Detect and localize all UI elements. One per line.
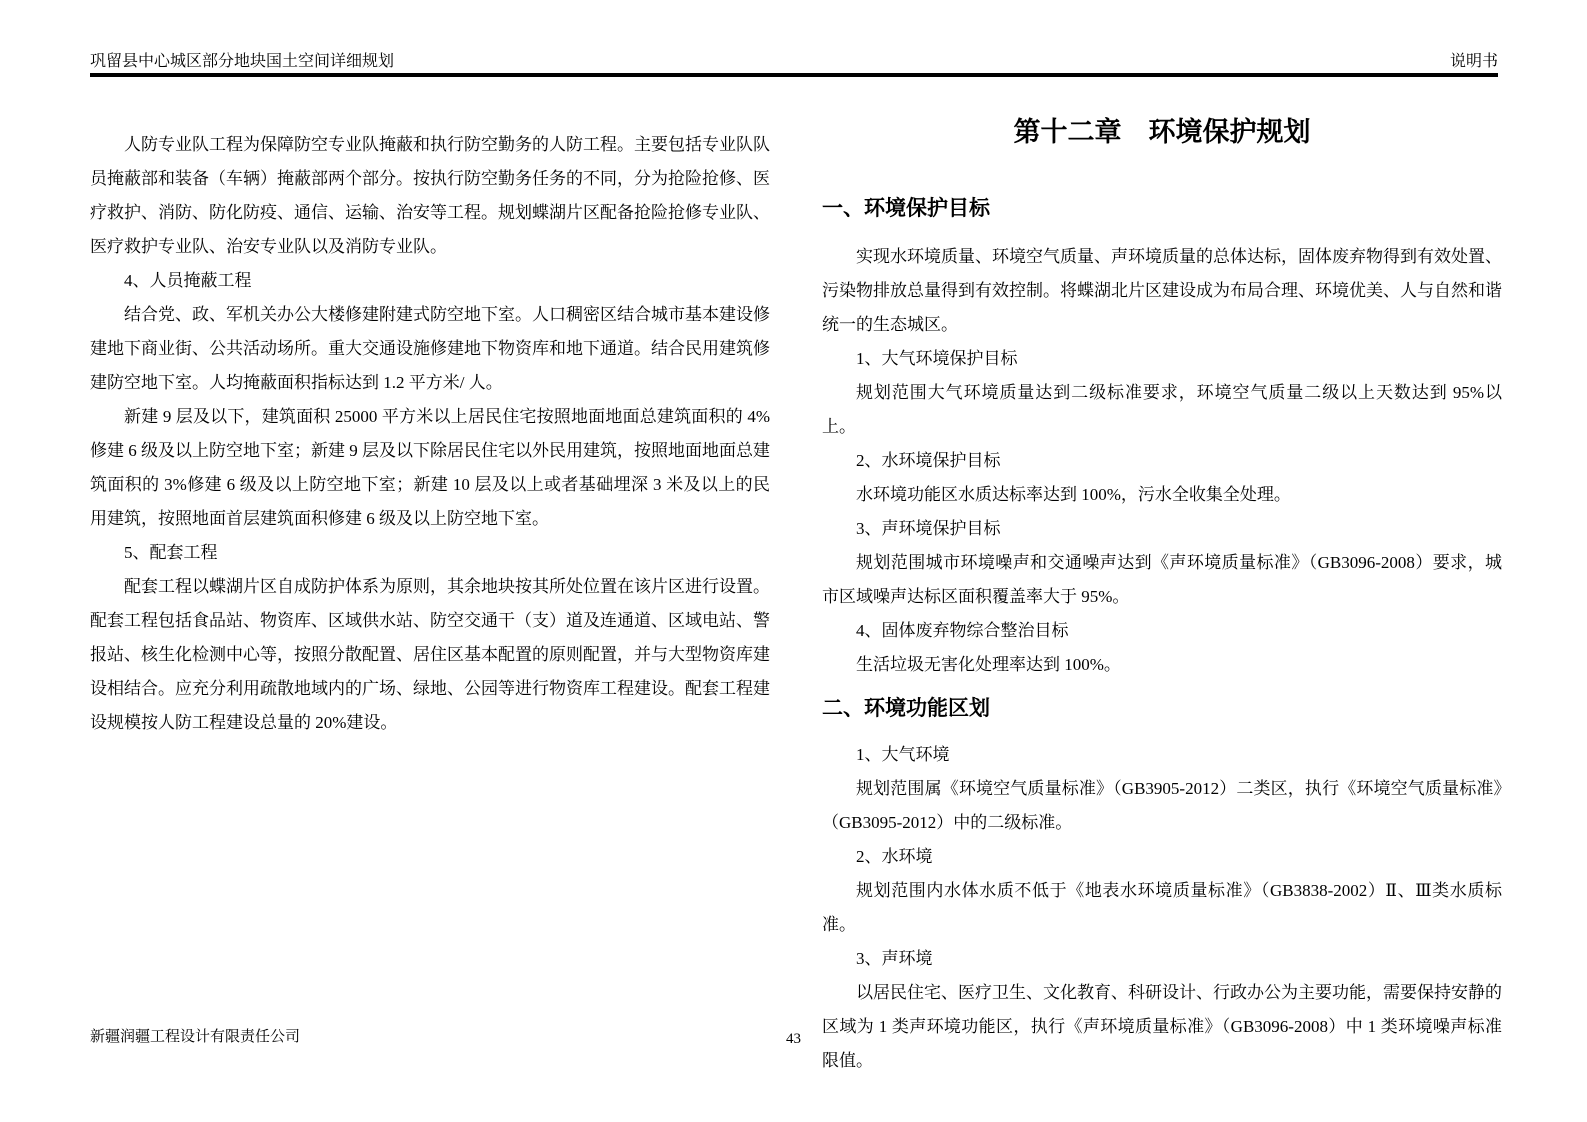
body-paragraph: 实现水环境质量、环境空气质量、声环境质量的总体达标，固体废弃物得到有效处置、污染物排放总量得到有效控制。将蝶湖北片区建设成为布局合理、环境优美、人与自然和谐统一的生态城区。 [822,247,1502,334]
section-heading-1: 一、环境保护目标 [822,197,990,220]
body-paragraph: 规划范围属《环境空气质量标准》（GB3905-2012）二类区，执行《环境空气质量标准》（GB3095-2012）中的二级标准。 [822,779,1502,832]
numbered-item: 2、水环境保护目标 [856,451,1001,470]
header-rule [90,73,1498,77]
header-title-left: 巩留县中心城区部分地块国土空间详细规划 [90,53,395,70]
chapter-title: 第十二章 环境保护规划 [1013,117,1311,147]
footer-company: 新疆润疆工程设计有限责任公司 [90,1029,301,1045]
numbered-item: 1、大气环境 [856,745,950,764]
body-paragraph: 配套工程以蝶湖片区自成防护体系为原则，其余地块按其所处位置在该片区进行设置。配套工程包括食品站、物资库、区域供水站、防空交通干（支）道及连通道、区域电站、警报站、核生化检测中心等，按照分散配置、居住区基本配置的原则配置，并与大型物资库建设相结合。应充分利用疏散地域内的广场、绿地、公园等进行物资库工程建设。配套工程建设规模按人防工程建设总量的 20%建设。 [90,577,770,732]
body-paragraph: 规划范围大气环境质量达到二级标准要求，环境空气质量二级以上天数达到 95%以上。 [822,383,1502,436]
section-heading-2: 二、环境功能区划 [822,697,990,720]
numbered-item: 1、大气环境保护目标 [856,349,1018,368]
body-paragraph: 结合党、政、军机关办公大楼修建附建式防空地下室。人口稠密区结合城市基本建设修建地下商业街、公共活动场所。重大交通设施修建地下物资库和地下通道。结合民用建筑修建防空地下室。人均掩蔽面积指标达到 1.2 平方米/ 人。 [90,305,770,392]
numbered-item: 3、声环境保护目标 [856,519,1001,538]
page-header [90,52,1498,72]
body-paragraph: 生活垃圾无害化处理率达到 100%。 [856,655,1121,674]
body-paragraph: 规划范围城市环境噪声和交通噪声达到《声环境质量标准》（GB3096-2008）要求，城市区域噪声达标区面积覆盖率大于 95%。 [822,553,1502,606]
numbered-item: 3、声环境 [856,949,933,968]
numbered-item: 2、水环境 [856,847,933,866]
header-title-right: 说明书 [1449,53,1498,70]
numbered-item: 4、人员掩蔽工程 [124,271,252,290]
body-paragraph: 水环境功能区水质达标率达到 100%，污水全收集全处理。 [856,485,1291,504]
body-paragraph: 规划范围内水体水质不低于《地表水环境质量标准》（GB3838-2002）Ⅱ、Ⅲ类水质标准。 [822,881,1502,934]
body-paragraph: 人防专业队工程为保障防空专业队掩蔽和执行防空勤务的人防工程。主要包括专业队队员掩蔽部和装备（车辆）掩蔽部两个部分。按执行防空勤务任务的不同，分为抢险抢修、医疗救护、消防、防化防疫、通信、运输、治安等工程。规划蝶湖片区配备抢险抢修专业队、医疗救护专业队、治安专业队以及消防专业队。 [90,135,770,256]
numbered-item: 4、固体废弃物综合整治目标 [856,621,1069,640]
numbered-item: 5、配套工程 [124,543,218,562]
body-paragraph: 以居民住宅、医疗卫生、文化教育、科研设计、行政办公为主要功能，需要保持安静的区域为 1 类声环境功能区，执行《声环境质量标准》（GB3096-2008）中 1 类环境噪声标准限值。 [822,983,1502,1070]
right-column [822,112,1502,1078]
left-column [90,128,770,740]
body-paragraph: 新建 9 层及以下，建筑面积 25000 平方米以上居民住宅按照地面地面总建筑面积的 4%修建 6 级及以上防空地下室；新建 9 层及以下除居民住宅以外民用建筑，按照地面地面总建筑面积的 3%修建 6 级及以上防空地下室；新建 10 层及以上或者基础埋深 3 米及以上的民用建筑，按照地面首层建筑面积修建 6 级及以上防空地下室。 [90,407,770,528]
page-number: 43 [786,1031,801,1047]
